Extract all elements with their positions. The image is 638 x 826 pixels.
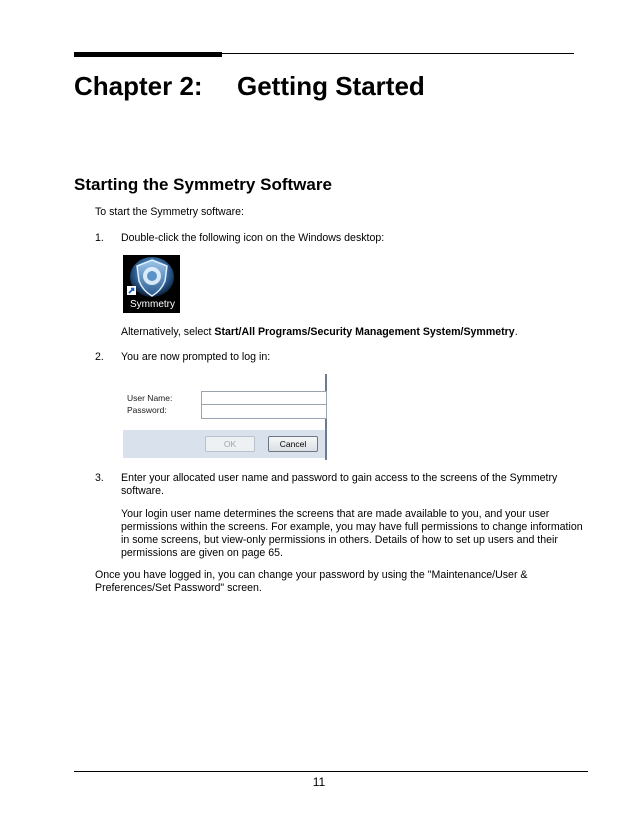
closing-paragraph: Once you have logged in, you can change your password by using the "Maintenance/User & Preferences/Set Password" screen.: [95, 569, 528, 594]
login-dialog: [121, 374, 327, 460]
symmetry-desktop-icon[interactable]: [123, 255, 180, 313]
step-3-number: 3.: [95, 472, 104, 484]
alternative-suffix: .: [514, 326, 518, 338]
chapter-heading: [74, 70, 425, 102]
step-2-text: You are now prompted to log in:: [121, 351, 271, 363]
start-menu-path: Start/All Programs/Security Management System/Symmetry: [214, 326, 515, 338]
cancel-button[interactable]: Cancel: [268, 436, 318, 452]
chapter-number: Chapter 2:: [74, 71, 203, 101]
intro-text: To start the Symmetry software:: [95, 206, 244, 218]
alternative-prefix: Alternatively, select: [121, 326, 215, 338]
step-1-text: Double-click the following icon on the Windows desktop:: [121, 232, 385, 244]
step-3-text: Enter your allocated user name and password to gain access to the screens of the Symmetry software.: [121, 472, 558, 497]
password-label: Password:: [127, 405, 167, 415]
symmetry-icon-label: Symmetry: [130, 299, 175, 310]
step-2-number: 2.: [95, 351, 104, 363]
alternative-text: [121, 326, 591, 339]
ok-button[interactable]: OK: [205, 436, 255, 452]
chapter-title: Getting Started: [237, 71, 425, 101]
step-1-number: 1.: [95, 232, 104, 244]
username-label: User Name:: [127, 393, 173, 403]
section-title: Starting the Symmetry Software: [74, 175, 332, 194]
page-number: 11: [312, 775, 326, 789]
header-rule-thick: [74, 52, 222, 57]
footer-rule: [74, 771, 588, 772]
password-input[interactable]: [201, 404, 327, 419]
header-rule-thin: [222, 53, 574, 54]
permissions-paragraph: Your login user name determines the screens that are made available to you, and your user permissions within the screens. For example, you may have full permissions to change information in some screens, but view-only permissions in others. Details of how to set up users and their permissions are given on page 65.: [121, 508, 583, 559]
